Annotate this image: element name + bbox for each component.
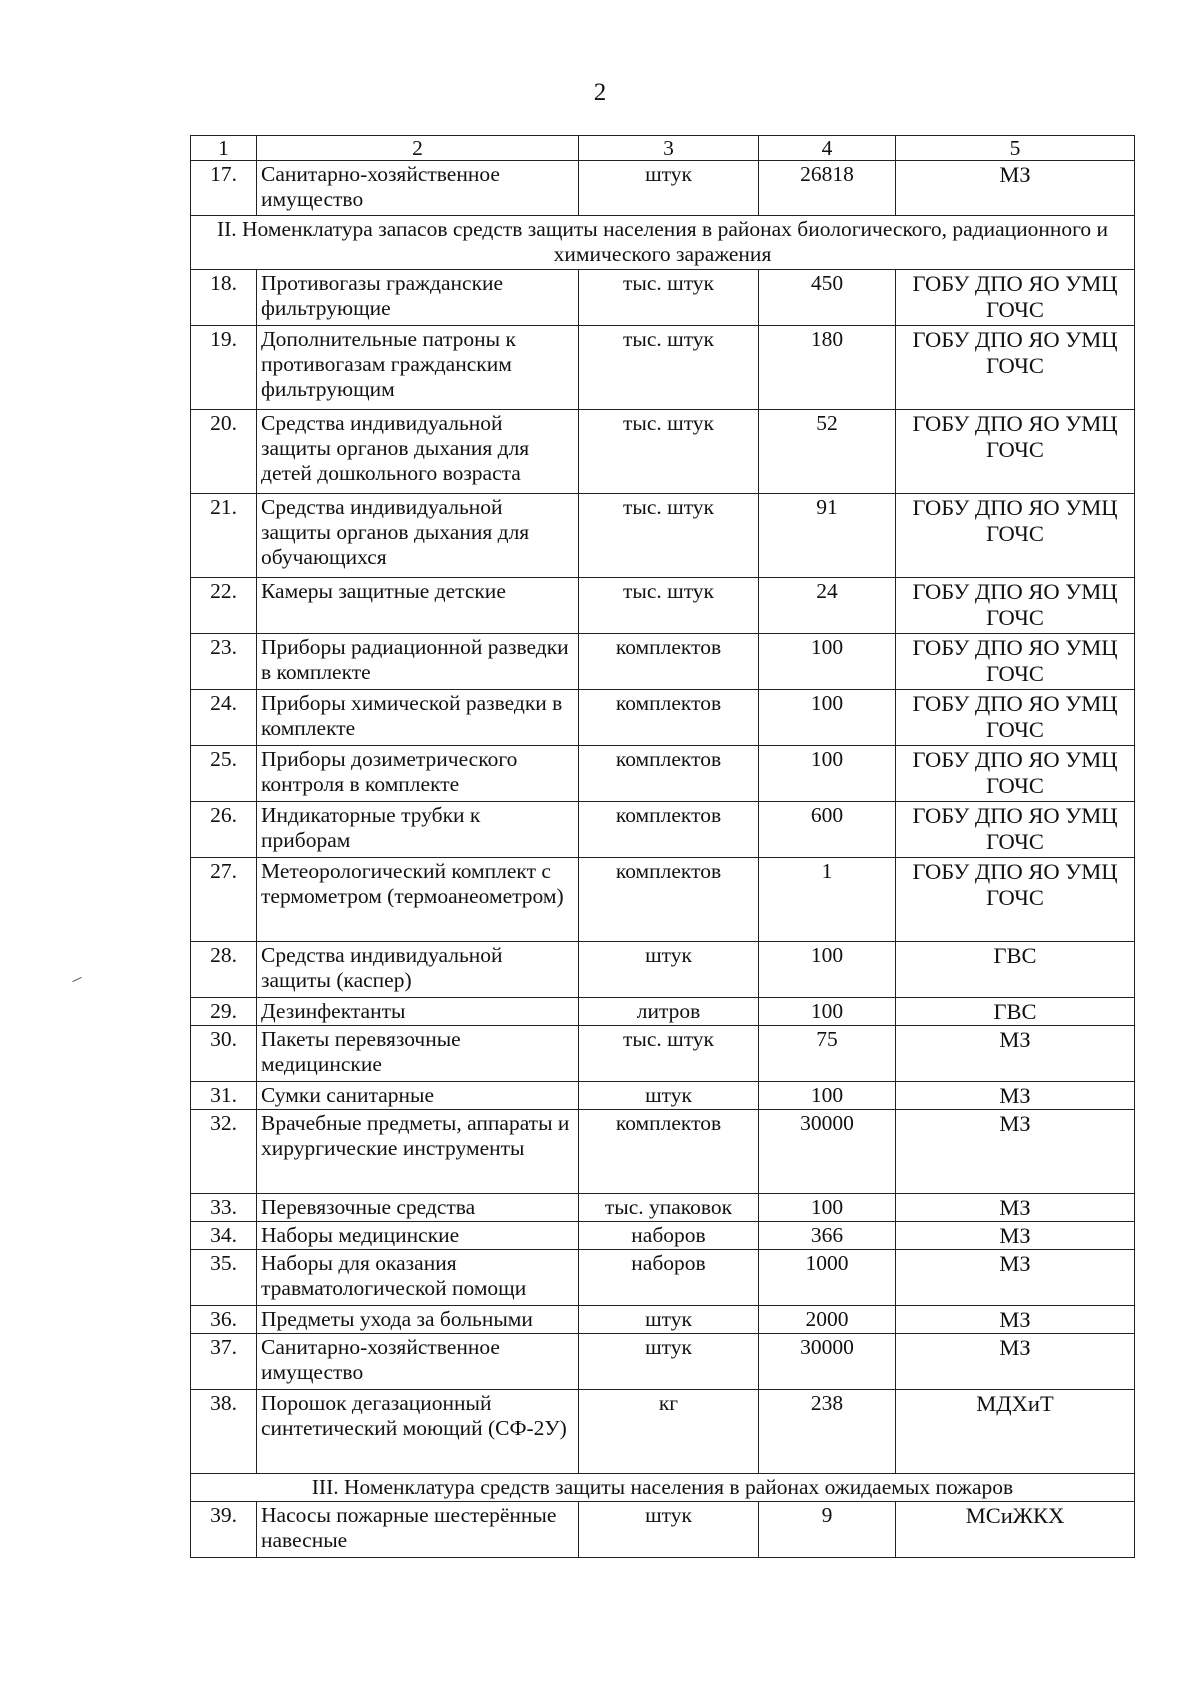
table-row [191, 1306, 1135, 1334]
item-quantity: 9 [759, 1502, 896, 1558]
table-row [191, 690, 1135, 746]
item-unit: комплектов [579, 858, 759, 942]
item-quantity: 26818 [759, 161, 896, 216]
item-number: 39. [191, 1502, 257, 1558]
item-responsible: ГОБУ ДПО ЯО УМЦ ГОЧС [896, 634, 1135, 690]
table-row [191, 746, 1135, 802]
item-responsible: МЗ [896, 1110, 1135, 1194]
item-responsible: ГОБУ ДПО ЯО УМЦ ГОЧС [896, 858, 1135, 942]
item-name: Индикаторные трубки к приборам [257, 802, 579, 858]
table-body-rows [191, 270, 1135, 1474]
column-number-3: 3 [579, 136, 759, 161]
item-number: 24. [191, 690, 257, 746]
item-responsible: МСиЖКХ [896, 1502, 1135, 1558]
table-row [191, 494, 1135, 578]
item-number: 21. [191, 494, 257, 578]
item-name: Санитарно-хозяйственное имущество [257, 1334, 579, 1390]
item-number: 19. [191, 326, 257, 410]
item-unit: комплектов [579, 1110, 759, 1194]
item-unit: штук [579, 1082, 759, 1110]
item-name: Порошок дегазационный синтетический моющий (СФ-2У) [257, 1390, 579, 1474]
table-row [191, 1082, 1135, 1110]
item-unit: тыс. штук [579, 1026, 759, 1082]
table-row [191, 1110, 1135, 1194]
item-quantity: 30000 [759, 1110, 896, 1194]
item-number: 35. [191, 1250, 257, 1306]
item-quantity: 238 [759, 1390, 896, 1474]
item-number: 28. [191, 942, 257, 998]
item-unit: литров [579, 998, 759, 1026]
item-number: 23. [191, 634, 257, 690]
item-quantity: 100 [759, 942, 896, 998]
item-quantity: 450 [759, 270, 896, 326]
item-name: Наборы для оказания травматологической помощи [257, 1250, 579, 1306]
item-quantity: 1 [759, 858, 896, 942]
item-number: 26. [191, 802, 257, 858]
item-responsible: МЗ [896, 1334, 1135, 1390]
item-responsible: ГОБУ ДПО ЯО УМЦ ГОЧС [896, 578, 1135, 634]
item-quantity: 1000 [759, 1250, 896, 1306]
section-heading-row [191, 216, 1135, 270]
item-unit: штук [579, 1306, 759, 1334]
item-name: Наборы медицинские [257, 1222, 579, 1250]
column-number-4: 4 [759, 136, 896, 161]
item-unit: комплектов [579, 746, 759, 802]
item-number: 25. [191, 746, 257, 802]
column-number-2: 2 [257, 136, 579, 161]
item-name: Приборы химической разведки в комплекте [257, 690, 579, 746]
column-number-5: 5 [896, 136, 1135, 161]
item-quantity: 100 [759, 690, 896, 746]
item-name: Средства индивидуальной защиты органов дыхания для обучающихся [257, 494, 579, 578]
item-unit: штук [579, 1334, 759, 1390]
table-row [191, 1334, 1135, 1390]
item-name: Противогазы гражданские фильтрующие [257, 270, 579, 326]
item-quantity: 30000 [759, 1334, 896, 1390]
item-responsible: ГОБУ ДПО ЯО УМЦ ГОЧС [896, 746, 1135, 802]
item-quantity: 91 [759, 494, 896, 578]
table-row [191, 802, 1135, 858]
item-quantity: 100 [759, 1194, 896, 1222]
item-responsible: МЗ [896, 1222, 1135, 1250]
item-number: 18. [191, 270, 257, 326]
item-quantity: 52 [759, 410, 896, 494]
item-responsible: ГОБУ ДПО ЯО УМЦ ГОЧС [896, 802, 1135, 858]
item-responsible: ГОБУ ДПО ЯО УМЦ ГОЧС [896, 494, 1135, 578]
table-row [191, 1222, 1135, 1250]
item-unit: наборов [579, 1250, 759, 1306]
section-2-heading: II. Номенклатура запасов средств защиты населения в районах биологического, радиационного и химического заражения [191, 216, 1135, 270]
item-responsible: МДХиТ [896, 1390, 1135, 1474]
item-unit: тыс. штук [579, 578, 759, 634]
table-row [191, 942, 1135, 998]
item-quantity: 366 [759, 1222, 896, 1250]
item-responsible: МЗ [896, 1026, 1135, 1082]
table-row [191, 270, 1135, 326]
item-responsible: МЗ [896, 1250, 1135, 1306]
item-quantity: 24 [759, 578, 896, 634]
item-number: 37. [191, 1334, 257, 1390]
item-name: Дополнительные патроны к противогазам гражданским фильтрующим [257, 326, 579, 410]
item-name: Перевязочные средства [257, 1194, 579, 1222]
item-name: Приборы радиационной разведки в комплекте [257, 634, 579, 690]
item-responsible: ГОБУ ДПО ЯО УМЦ ГОЧС [896, 410, 1135, 494]
item-quantity: 2000 [759, 1306, 896, 1334]
item-quantity: 600 [759, 802, 896, 858]
item-unit: тыс. штук [579, 494, 759, 578]
item-number: 32. [191, 1110, 257, 1194]
item-name: Камеры защитные детские [257, 578, 579, 634]
item-name: Насосы пожарные шестерённые навесные [257, 1502, 579, 1558]
item-responsible: ГОБУ ДПО ЯО УМЦ ГОЧС [896, 690, 1135, 746]
item-name: Дезинфектанты [257, 998, 579, 1026]
table-row [191, 634, 1135, 690]
item-number: 36. [191, 1306, 257, 1334]
item-quantity: 100 [759, 1082, 896, 1110]
table-row [191, 1026, 1135, 1082]
item-unit: комплектов [579, 802, 759, 858]
item-unit: тыс. упаковок [579, 1194, 759, 1222]
item-name: Средства индивидуальной защиты органов дыхания для детей дошкольного возраста [257, 410, 579, 494]
item-quantity: 100 [759, 746, 896, 802]
item-quantity: 100 [759, 634, 896, 690]
item-number: 30. [191, 1026, 257, 1082]
section-3-heading: III. Номенклатура средств защиты населения в районах ожидаемых пожаров [191, 1474, 1135, 1502]
item-responsible: ГВС [896, 942, 1135, 998]
item-responsible: МЗ [896, 1082, 1135, 1110]
item-unit: наборов [579, 1222, 759, 1250]
table-row [191, 1194, 1135, 1222]
item-responsible: ГВС [896, 998, 1135, 1026]
item-unit: комплектов [579, 690, 759, 746]
item-quantity: 180 [759, 326, 896, 410]
item-unit: комплектов [579, 634, 759, 690]
page-number: 2 [593, 79, 607, 106]
table-row [191, 578, 1135, 634]
item-unit: штук [579, 1502, 759, 1558]
table-row [191, 1390, 1135, 1474]
item-number: 29. [191, 998, 257, 1026]
item-number: 20. [191, 410, 257, 494]
item-unit: кг [579, 1390, 759, 1474]
item-unit: штук [579, 161, 759, 216]
item-unit: штук [579, 942, 759, 998]
item-name: Приборы дозиметрического контроля в комплекте [257, 746, 579, 802]
item-responsible: МЗ [896, 161, 1135, 216]
item-name: Сумки санитарные [257, 1082, 579, 1110]
item-responsible: ГОБУ ДПО ЯО УМЦ ГОЧС [896, 326, 1135, 410]
item-responsible: ГОБУ ДПО ЯО УМЦ ГОЧС [896, 270, 1135, 326]
nomenclature-table [190, 135, 1135, 1558]
item-name: Санитарно-хозяйственное имущество [257, 161, 579, 216]
table-row [191, 161, 1135, 216]
table-row [191, 410, 1135, 494]
item-unit: тыс. штук [579, 410, 759, 494]
item-responsible: МЗ [896, 1306, 1135, 1334]
item-name: Метеорологический комплект с термометром (термоанеометром) [257, 858, 579, 942]
table-row [191, 858, 1135, 942]
table-row [191, 1502, 1135, 1558]
item-unit: тыс. штук [579, 270, 759, 326]
item-responsible: МЗ [896, 1194, 1135, 1222]
item-name: Врачебные предметы, аппараты и хирургические инструменты [257, 1110, 579, 1194]
item-name: Предметы ухода за больными [257, 1306, 579, 1334]
table-row [191, 1250, 1135, 1306]
item-number: 34. [191, 1222, 257, 1250]
item-quantity: 75 [759, 1026, 896, 1082]
item-quantity: 100 [759, 998, 896, 1026]
item-number: 33. [191, 1194, 257, 1222]
table-row [191, 326, 1135, 410]
item-number: 38. [191, 1390, 257, 1474]
item-number: 31. [191, 1082, 257, 1110]
item-unit: тыс. штук [579, 326, 759, 410]
item-name: Пакеты перевязочные медицинские [257, 1026, 579, 1082]
item-number: 22. [191, 578, 257, 634]
item-number: 17. [191, 161, 257, 216]
column-number-row [191, 136, 1135, 161]
table-row [191, 998, 1135, 1026]
section-heading-row [191, 1474, 1135, 1502]
column-number-1: 1 [191, 136, 257, 161]
item-number: 27. [191, 858, 257, 942]
stray-scan-mark [72, 977, 81, 982]
item-name: Средства индивидуальной защиты (каспер) [257, 942, 579, 998]
